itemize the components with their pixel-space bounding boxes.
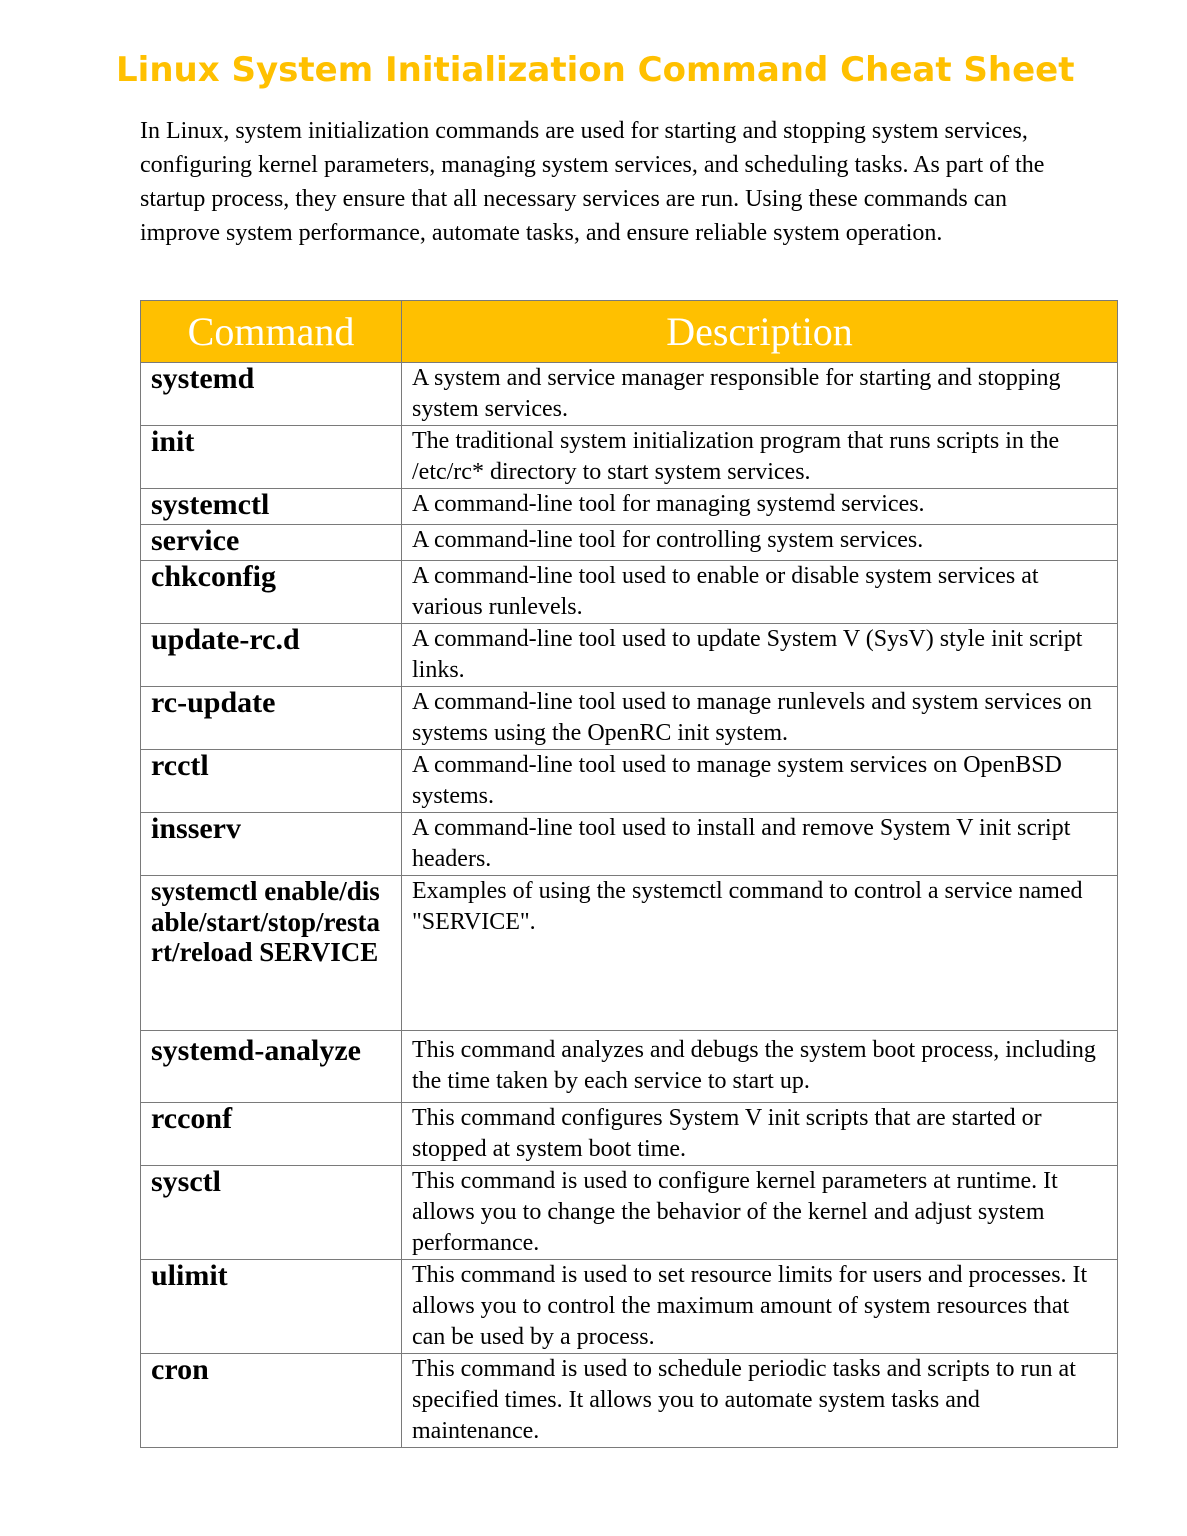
command-cell: systemctl enable/disable/start/stop/restart/reload SERVICE bbox=[141, 876, 402, 1031]
description-cell: A command-line tool used to update System V (SysV) style init script links. bbox=[402, 624, 1118, 687]
table-row bbox=[141, 876, 1118, 1031]
table-row bbox=[141, 561, 1118, 624]
table-row bbox=[141, 1166, 1118, 1260]
header-description: Description bbox=[402, 301, 1118, 363]
description-cell: This command configures System V init scripts that are started or stopped at system boot time. bbox=[402, 1103, 1118, 1166]
table-row bbox=[141, 1354, 1118, 1448]
command-cell: rc-update bbox=[141, 687, 402, 750]
command-cell: sysctl bbox=[141, 1166, 402, 1260]
table-row bbox=[141, 525, 1118, 561]
table-row bbox=[141, 1103, 1118, 1166]
description-cell: This command analyzes and debugs the system boot process, including the time taken by each service to start up. bbox=[402, 1031, 1118, 1103]
description-cell: A command-line tool for managing systemd services. bbox=[402, 489, 1118, 525]
table-row bbox=[141, 750, 1118, 813]
table-row bbox=[141, 813, 1118, 876]
command-cell: service bbox=[141, 525, 402, 561]
command-cell: init bbox=[141, 426, 402, 489]
command-cell: cron bbox=[141, 1354, 402, 1448]
intro-paragraph: In Linux, system initialization commands are used for starting and stopping system services, configuring kernel parameters, managing system services, and scheduling tasks. As part of the startup process, they ensure that all necessary services are run. Using these commands can improve system performance, automate tasks, and ensure reliable system operation. bbox=[140, 118, 1045, 246]
description-cell: The traditional system initialization program that runs scripts in the /etc/rc* directory to start system services. bbox=[402, 426, 1118, 489]
command-cell: insserv bbox=[141, 813, 402, 876]
table-row bbox=[141, 687, 1118, 750]
command-cell: update-rc.d bbox=[141, 624, 402, 687]
command-cell: ulimit bbox=[141, 1260, 402, 1354]
table-row bbox=[141, 624, 1118, 687]
table-row bbox=[141, 1031, 1118, 1103]
description-cell: A command-line tool for controlling system services. bbox=[402, 525, 1118, 561]
description-cell: A command-line tool used to manage system services on OpenBSD systems. bbox=[402, 750, 1118, 813]
description-cell: This command is used to configure kernel parameters at runtime. It allows you to change the behavior of the kernel and adjust system performance. bbox=[402, 1166, 1118, 1260]
description-cell: This command is used to schedule periodic tasks and scripts to run at specified times. It allows you to automate system tasks and maintenance. bbox=[402, 1354, 1118, 1448]
command-cell: rcconf bbox=[141, 1103, 402, 1166]
page-title: Linux System Initialization Command Cheat Sheet bbox=[116, 50, 1075, 90]
description-cell: This command is used to set resource limits for users and processes. It allows you to control the maximum amount of system resources that can be used by a process. bbox=[402, 1260, 1118, 1354]
command-cell: chkconfig bbox=[141, 561, 402, 624]
command-cell: systemd bbox=[141, 363, 402, 426]
table-row bbox=[141, 426, 1118, 489]
description-cell: A system and service manager responsible for starting and stopping system services. bbox=[402, 363, 1118, 426]
command-cell: systemctl bbox=[141, 489, 402, 525]
description-cell: A command-line tool used to install and remove System V init script headers. bbox=[402, 813, 1118, 876]
header-command: Command bbox=[141, 301, 402, 363]
table-row bbox=[141, 1260, 1118, 1354]
table-row bbox=[141, 489, 1118, 525]
command-cell: systemd-analyze bbox=[141, 1031, 402, 1103]
description-cell: A command-line tool used to enable or disable system services at various runlevels. bbox=[402, 561, 1118, 624]
description-cell: Examples of using the systemctl command to control a service named "SERVICE". bbox=[402, 876, 1118, 1031]
command-table bbox=[140, 300, 1118, 1448]
description-cell: A command-line tool used to manage runlevels and system services on systems using the OpenRC init system. bbox=[402, 687, 1118, 750]
command-cell: rcctl bbox=[141, 750, 402, 813]
table-header-row bbox=[141, 301, 1118, 363]
table-row bbox=[141, 363, 1118, 426]
